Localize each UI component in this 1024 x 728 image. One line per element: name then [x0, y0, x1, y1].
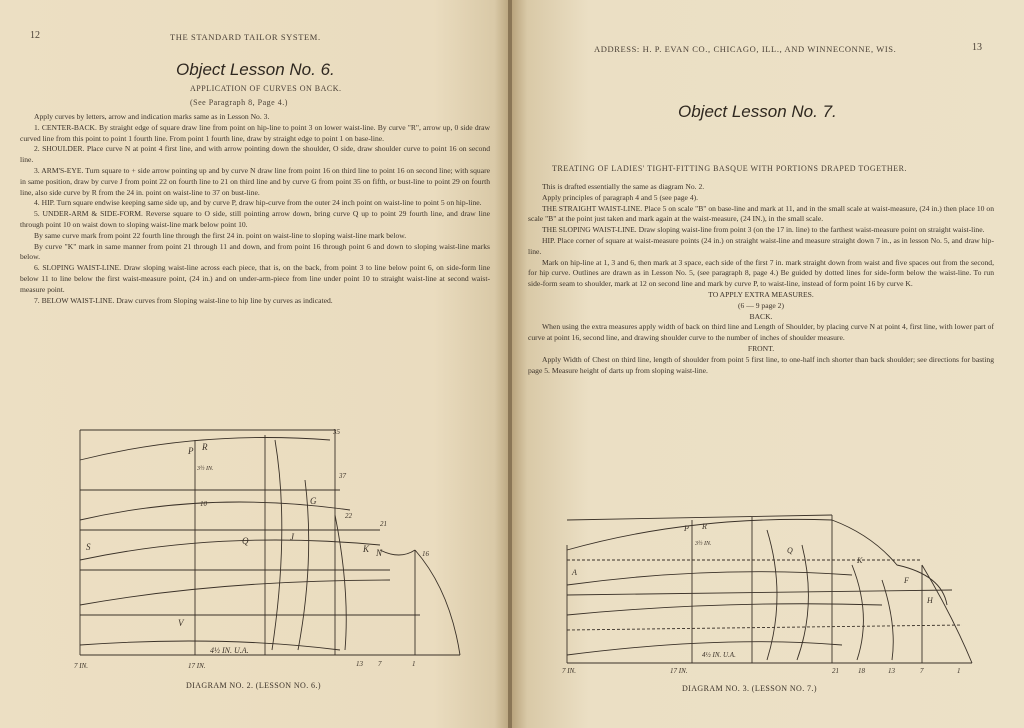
right-page-subtitle: TREATING OF LADIES' TIGHT-FITTING BASQUE WITH PORTIONS DRAPED TOGETHER. — [552, 164, 907, 173]
diagram-2-label: R — [202, 442, 208, 452]
diagram-2-label: P — [188, 446, 194, 456]
left-page-title: Object Lesson No. 6. — [176, 60, 335, 79]
diagram-3-label: 18 — [858, 667, 865, 675]
diagram-2-label: V — [178, 618, 184, 628]
diagram-3-caption: DIAGRAM NO. 3. (LESSON NO. 7.) — [682, 684, 817, 693]
right-paragraph: Apply principles of paragraph 4 and 5 (see page 4). — [542, 192, 699, 202]
left-paragraph: 7. BELOW WAIST-LINE. Draw curves from Sloping waist-line to hip line by curves as indicated. — [34, 295, 333, 305]
right-running-header: ADDRESS: H. P. EVAN CO., CHICAGO, ILL., AND WINNECONNE, WIS. — [594, 44, 897, 54]
diagram-3-label: P — [684, 524, 689, 533]
right-paragraph: HIP. Place corner of square at waist-measure points (24 in.) on straight waist-line and measure straight down 7 in., as in lesson No. 5, and draw hip-line. — [528, 235, 994, 256]
right-paragraph: When using the extra measures apply width of back on third line and Length of Shoulder, by placing curve N at point 4, first line, with lower part of curve at point 16, second line, and drawing shoulder curve to the number of inches of shoulder measure. — [528, 322, 994, 343]
left-paragraph: 4. HIP. Turn square endwise keeping same side up, and by curve P, draw hip-curve from the outer 24 inch point on waist-line to point 5 on hip-line. — [34, 198, 482, 208]
left-paragraph: By same curve mark from point 22 fourth line through the first 24 in. point on waist-line to sloping waist-line mark below. — [34, 230, 407, 240]
diagram-2-label: 1 — [412, 660, 416, 668]
pattern-diagram-2 — [60, 420, 480, 675]
diagram-2-label: 21 — [380, 520, 387, 528]
extra-measures-reference: (6 — 9 page 2) — [738, 300, 784, 310]
diagram-3-label: R — [702, 522, 707, 531]
pattern-diagram-3 — [552, 505, 992, 680]
right-page-number: 13 — [972, 42, 982, 53]
right-paragraph: THE SLOPING WAIST-LINE. Draw sloping waist-line from point 3 (on the 17 in. line) to the farthest waist-measure point on straight waist-line. — [542, 225, 985, 235]
right-page — [512, 0, 1024, 728]
diagram-3-label: H — [927, 596, 933, 605]
diagram-3-label: 7 — [920, 667, 924, 675]
diagram-2-label: 16 — [422, 550, 429, 558]
left-paragraph: 5. UNDER-ARM & SIDE-FORM. Reverse square to O side, still pointing arrow down, bring curve Q up to point 29 fourth line, and draw line through point 10 on waist down to sloping waist-line mark below point 10. — [20, 209, 490, 229]
front-heading: FRONT. — [747, 343, 775, 353]
diagram-2-label: 37 — [339, 472, 346, 480]
back-heading: BACK. — [749, 311, 773, 321]
left-page-subtitle: APPLICATION OF CURVES ON BACK. — [190, 84, 342, 93]
right-paragraph: This is drafted essentially the same as diagram No. 2. — [542, 182, 705, 191]
left-running-header: THE STANDARD TAILOR SYSTEM. — [170, 32, 321, 42]
diagram-3-label: 7 IN. — [562, 667, 576, 675]
diagram-2-label: N — [376, 548, 383, 558]
right-page-title: Object Lesson No. 7. — [678, 102, 837, 121]
diagram-2-label: S — [86, 542, 91, 552]
diagram-3-label: Q — [787, 546, 793, 555]
diagram-3-label: 17 IN. — [670, 667, 688, 675]
left-page-number: 12 — [30, 30, 40, 41]
right-paragraph: Apply Width of Chest on third line, length of shoulder from point 5 first line, to one-half inch shorter than back shoulder; see directions for basting page 5. Measure height of darts up from sloping waist-line. — [528, 354, 994, 375]
right-body-text — [528, 182, 994, 376]
extra-measures-heading: TO APPLY EXTRA MEASURES. — [708, 289, 814, 299]
diagram-3-label: 13 — [888, 667, 895, 675]
diagram-2-label: 3½ IN. — [197, 466, 214, 472]
left-page — [0, 0, 510, 728]
diagram-2-label: 4½ IN. U.A. — [210, 646, 249, 655]
diagram-2-label: 13 — [356, 660, 363, 668]
left-body-text — [20, 112, 490, 306]
diagram-2-label: K — [363, 544, 370, 554]
diagram-2-label: 17 IN. — [188, 662, 206, 670]
diagram-2-label: 10 — [200, 500, 207, 508]
left-paragraph: 3. ARM'S-EYE. Turn square to + side arrow pointing up and by curve N draw line from point 16 on third line to point 16 on second line; with square in same position, draw by curve J from point 22 on fourth line to 21 on third line and by curve G from point 35 on fifth, or bust-line to point 29 on fourth line, also side curve by R from the 24 in. point on waist-line to 37 on bust-line. — [20, 165, 490, 197]
left-paragraph: Apply curves by letters, arrow and indication marks same as in Lesson No. 3. — [34, 112, 270, 121]
diagram-3-label: 4½ IN. U.A. — [702, 651, 736, 659]
diagram-2-label: 7 — [378, 660, 382, 668]
diagram-3-label: K — [857, 556, 863, 565]
right-paragraph: THE STRAIGHT WAIST-LINE. Place 5 on scale "B" on base-line and mark at 11, and in the small scale at waist-measure, (24 in.) then place 10 on scale "B" at the point just taken and mark again at the waist-measure, (24 IN.), in the small scale. — [528, 203, 994, 224]
diagram-2-label: 35 — [333, 428, 340, 436]
left-page-reference: (See Paragraph 8, Page 4.) — [190, 98, 288, 107]
diagram-3-label: A — [572, 568, 577, 577]
diagram-3-label: F — [904, 576, 909, 585]
left-paragraph: By curve "K" mark in same manner from point 21 through 11 and down, and from point 16 through point 6 and down to sloping waist-line marks below. — [20, 241, 490, 262]
diagram-2-caption: DIAGRAM NO. 2. (LESSON NO. 6.) — [186, 681, 321, 690]
left-paragraph: 2. SHOULDER. Place curve N at point 4 first line, and with arrow pointing down the shoulder, O side, draw shoulder curve to point 16 on second line. — [20, 144, 490, 165]
diagram-3-label: 1 — [957, 667, 961, 675]
diagram-2-label: 22 — [345, 512, 352, 520]
left-paragraph: 1. CENTER-BACK. By straight edge of square draw line from point on hip-line to point 3 on lower waist-line. By curve "R", arrow up, 0 side draw curved line from this point to point 1 fourth line. From point 1 fourth line, draw by straight edge to point 1 on base-line. — [20, 122, 490, 143]
diagram-2-label: G — [310, 496, 317, 506]
right-paragraph: Mark on hip-line at 1, 3 and 6, then mark at 3 space, each side of the first 7 in. mark straight down from waist and five spaces out from the second, for hip curve. Outlines are drawn as in Lesson No. 5, (see paragraph 8, page 4.) Be guided by dotted lines for side-form below the waist-line. To run side-form seam to shoulder, mark at 12 on second line and mark by curve P, to waist-line, instead of form point 16 by curve K. — [528, 257, 994, 289]
left-paragraph: 6. SLOPING WAIST-LINE. Draw sloping waist-line across each piece, that is, on the back, from point 3 to line below point 6, on side-form line below 11 to line below the first waist-measure point, (24 in.) and on under-arm-piece from line under point 10 to straight waist-line at second waist-measure point. — [20, 263, 490, 294]
diagram-3-label: 21 — [832, 667, 839, 675]
diagram-2-label: J — [290, 532, 294, 542]
diagram-3-label: 3½ IN. — [695, 541, 712, 547]
diagram-2-label: Q — [242, 536, 249, 546]
diagram-2-label: 7 IN. — [74, 662, 88, 670]
